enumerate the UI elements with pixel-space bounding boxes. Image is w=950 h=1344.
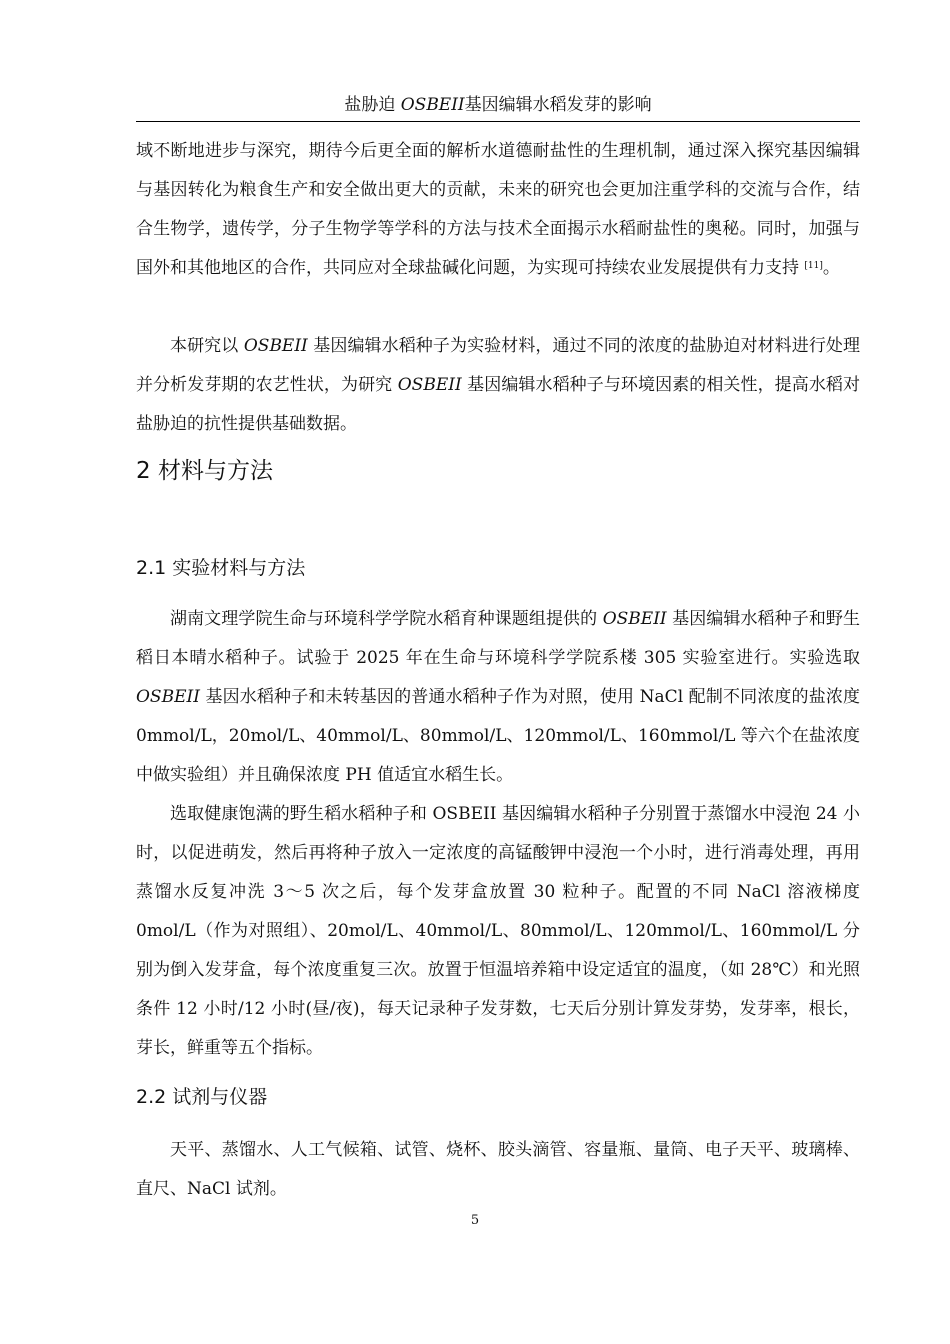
intro-paragraph-continued — [136, 132, 860, 288]
running-header — [136, 94, 860, 116]
section-heading-2-1: 2.1 实验材料与方法 — [136, 557, 306, 579]
header-title-suffix: 基因编辑水稻发芽的影响 — [464, 95, 652, 115]
citation: [11] — [804, 261, 823, 271]
page-number: 5 — [470, 1213, 480, 1228]
section-heading-2: 2 材料与方法 — [136, 458, 273, 484]
aim-text-b: 基因编辑水稻种子为实验材料，通过不同的浓度的盐胁迫对材料进行处理并分析发芽期的农艺性状，为研究 — [136, 336, 861, 395]
header-title-prefix: 盐胁迫 — [344, 95, 401, 115]
section-heading-2-2: 2.2 试剂与仪器 — [136, 1086, 268, 1108]
aim-text-a: 本研究以 — [170, 336, 244, 356]
reagents-text: 天平、蒸馏水、人工气候箱、试管、烧杯、胶头滴管、容量瓶、量筒、电子天平、玻璃棒、直尺、NaCl 试剂。 — [136, 1140, 860, 1199]
methods-text: 选取健康饱满的野生稻水稻种子和 OSBEII 基因编辑水稻种子分别置于蒸馏水中浸泡 24 小时，以促进萌发，然后再将种子放入一定浓度的高锰酸钾中浸泡一个小时，进行消毒处理，再用蒸馏水反复冲洗 3～5 次之后，每个发芽盒放置 30 粒种子。配置的不同 NaCl 溶液梯度 0mol/L（作为对照组）、20mol/L、40mmol/L、80mmol/L、120mmol/L、160mmol/L 分别为倒入发芽盒，每个浓度重复三次。放置于恒温培养箱中设定适宜的温度，（如 28℃）和光照条件 12 小时/12 小时(昼/夜)，每天记录种子发芽数，七天后分别计算发芽势，发芽率，根长，芽长，鲜重等五个指标。 — [136, 804, 860, 1058]
research-aim-paragraph — [136, 327, 860, 444]
materials-paragraph — [136, 600, 860, 795]
materials-gene-2: OSBEII — [136, 687, 200, 707]
aim-text-c: 基因编辑水稻种子与环境因素的相关性，提高水稻对盐胁迫的抗性提供基础数据。 — [136, 375, 861, 434]
aim-gene-1: OSBEII — [243, 336, 308, 356]
materials-gene-1: OSBEII — [602, 609, 667, 629]
reagents-paragraph — [136, 1131, 860, 1209]
materials-text-c: 基因水稻种子和未转基因的普通水稻种子作为对照，使用 NaCl 配制不同浓度的盐浓度 0mmol/L，20mol/L、40mmol/L、80mmol/L、120mmol/L、160mmol/L 等六个在盐浓度中做实验组）并且确保浓度 PH 值适宜水稻生长。 — [136, 687, 860, 785]
materials-text-a: 湖南文理学院生命与环境科学学院水稻育种课题组提供的 — [170, 609, 603, 629]
intro-end-punct: 。 — [822, 258, 840, 278]
header-gene-name: OSBEII — [400, 95, 465, 115]
intro-text: 域不断地进步与深究，期待今后更全面的解析水道德耐盐性的生理机制，通过深入探究基因编辑与基因转化为粮食生产和安全做出更大的贡献，未来的研究也会更加注重学科的交流与合作，结合生物学，遗传学，分子生物学等学科的方法与技术全面揭示水稻耐盐性的奥秘。同时，加强与国外和其他地区的合作，共同应对全球盐碱化问题，为实现可持续农业发展提供有力支持 — [136, 141, 860, 278]
header-rule — [136, 121, 860, 122]
aim-gene-2: OSBEII — [397, 375, 462, 395]
materials-text-b: 基因编辑水稻种子和野生稻日本晴水稻种子。试验于 2025 年在生命与环境科学学院系楼 305 实验室进行。实验选取 — [136, 609, 860, 668]
methods-paragraph — [136, 795, 860, 1068]
